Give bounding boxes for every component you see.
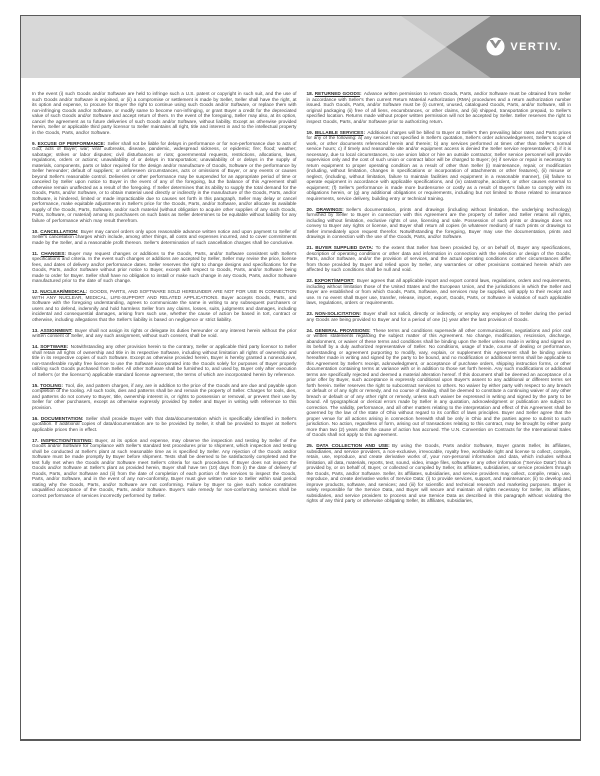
section-heading: RETURNED GOODS [314,91,360,96]
terms-column-left [32,91,297,509]
section-paragraph: 23. NON-SOLICITATION: Buyer shall not solicit, directly or indirectly, or employ any employee of Seller during the period any Goods are being provided to Buyer and for a period of one (1) year after the last provision of Goods. [306,311,571,322]
section-heading: GENERAL PROVISIONS [315,327,369,333]
header-banner [21,16,580,78]
section-heading: BILLABLE SERVICES [314,129,364,135]
section-heading: CHANGES [40,250,65,256]
terms-column-right [307,91,572,509]
section-paragraph: 22. EXPORT/IMPORT: Buyer agrees that all applicable import and export control laws, regulations, orders and requirements, including without limitation those of the United States and the European Union, and the jurisdictions in which the Seller and Buyer are established or from which Goods, Parts, Software, and services may be supplied, will apply to their receipt and use. In no event shall Buyer use, transfer, release, import, export, Goods, Parts, or Software in violation of such applicable laws, regulations, orders or requirements. [306,278,571,305]
brand-text: VERTIV. [510,40,562,53]
section-paragraph: 13. ASSIGNMENT: Buyer shall not assign its rights or delegate its duties hereunder or any interest herein without the prior written consent of Seller, and any such assignment, without such consent, shall be void. [32,327,297,338]
section-paragraph: 14. SOFTWARE: Notwithstanding any other provision herein to the contrary, Seller or applicable third party licensor to Seller shall retain all rights of ownership and title in its respective Software, including without limitation all rights of ownership and title in its respective copies of such Software. Except as otherwise provided herein, Buyer is hereby granted a nonexclusive, non-transferable royalty free license to use the Software incorporated into the Goods solely for purposes of Buyer properly utilizing such Goods purchased from Seller. All other Software shall be furnished to, and used by, Buyer only after execution of Seller's (or the licensor's) applicable standard license agreement, the terms of which are incorporated herein by reference. [32,344,297,377]
terms-content [21,78,580,509]
section-heading: CANCELLATION [40,228,77,234]
paragraph: In the event (i) such Goods and/or Software are held to infringe such a U.S. patent or copyright in such suit, and the use of such Goods and/or Software is enjoined, or (ii) a compromise or settlement is made by Seller, Seller shall have the right, at its option and expense, to procure for Buyer the right to continue using such Goods and/or Software, or replace them with non-infringing Goods and/or Software, or modify same to become non-infringing, or grant Buyer a credit for the depreciated value of such Goods and/or Software and accept return of them. In the event of the foregoing, Seller may also, at its option, cancel the agreement as to future deliveries of such Goods and/or Software, without liability. Except as otherwise provided herein, Seller or applicable third party licensor to Seller maintains all right, title and interest in and to the intellectual property in the Goods, Parts, and/or Software. [32,91,297,135]
vertiv-mark-icon [486,37,505,56]
section-heading: TOOLING [40,382,62,388]
vertiv-logo [486,37,562,56]
section-paragraph: 16. DOCUMENTATION: Seller shall provide Buyer with that data/documentation which is specifically identified in Seller's quotation. If additional copies of data/documentation are to be provided by Seller, it shall be provided to Buyer at Seller's applicable prices then in effect. [32,415,297,432]
document-page [20,15,581,741]
section-paragraph: 9. EXCUSE OF PERFORMANCE: Seller shall not be liable for delays in performance or for non-performance due to acts of God; acts of Buyer; war; viral outbreaks, disease, pandemic, widespread sickness, or epidemic; fire; flood; weather; sabotage; strikes or labor disputes; civil disturbances or riots; governmental requests, restrictions, allocations, laws, regulations, orders or actions; unavailability of or delays in transportation; unavailability of or delays in the supply of materials, components, parts or labor required for the design and/or manufacture of Goods, Software or the performance by Seller hereunder; default of suppliers; or unforeseen circumstances, acts or omissions of Buyer, or any events or causes beyond Seller's reasonable control. Deliveries or other performance may be suspended for an appropriate period of time or canceled by Seller upon notice to Buyer in the event of any of the foregoing, but the balance of this Agreement shall otherwise remain unaffected as a result of the foregoing. If Seller determines that its ability to supply the total demand for the Goods, Parts, and/or Software, or to obtain material used directly or indirectly in the manufacture of the Goods, Parts, and/or Software, is hindered, limited or made impracticable due to causes set forth in this paragraph, Seller may delay or cancel performance, make equitable adjustments in Seller's price for the Goods, Parts, and/or Software, and/or allocate its available supply of the Goods, Parts, Software, and/or such material (without obligation to acquire other supplies of any such Goods, Parts, Software, or material) among its purchasers on such basis as Seller determines to be equitable without liability for any failure of performance which may result therefrom. [32,140,297,223]
section-paragraph: 17. INSPECTION/TESTING: Buyer, at its option and expense, may observe the inspection and testing by Seller of the Goods and/or Software for compliance with Seller's standard test procedures prior to shipment, which inspection and testing shall be conducted at Seller's plant at such reasonable time as is specified by Seller. Any rejection of the Goods and/or Software must be made promptly by Buyer before shipment. Tests shall be deemed to be satisfactorily completed and the test fully met when the Goods and/or Software meet Seller's criteria for such procedures. If Buyer does not inspect the Goods and/or Software at Seller's plant as provided herein, Buyer shall have ten (10) days from (i) the date of delivery of Goods, Parts, and/or Software and (ii) from the date of completion of each portion of the services to inspect the Goods, Parts, and/or Software, and in the event of any non-conformity, Buyer must give written notice to Seller within said period stating why the Goods, Parts, and/or Software are not conforming. Failure by Buyer to give such notice constitutes unqualified acceptance of the Goods, Parts, and/or Software. Buyer's sole remedy for non-conforming services shall be correct performance of services incorrectly performed by Seller. [32,437,297,498]
section-paragraph: 18. RETURNED GOODS: Advance written permission to return Goods, Parts, and/or Software must be obtained from Seller in accordance with Seller's then current Return Material Authorization (RMA) procedures and a return authorization number issued. Such Goods, Parts, and/or Software must be (i) current, unused, catalogued Goods, Parts, and/or Software, still in original packaging (ii) free of all liens, encumbrances, or other claims, and (iii) shipped, transportation prepaid, to Seller's specified location. Returns made without proper written permission will not be accepted by Seller. Seller reserves the right to inspect Goods, Parts, and/or Software prior to authorizing return. [306,91,571,124]
section-heading: BUYER SUPPLIED DATA [315,245,372,250]
section-heading: EXCUSE OF PERFORMANCE [37,140,104,146]
section-paragraph: 20. DRAWINGS: Seller's documentation, prints and drawings (including without limitation, the underlying technology) furnished by Seller to Buyer in connection with this Agreement are the property of Seller and Seller retains all rights, including without limitation, exclusive rights of use, licensing and sale. Possession of such prints or drawings does not convey to Buyer any rights or license, and Buyer shall return all copies (in whatever medium) of such prints or drawings to Seller immediately upon request therefor. Notwithstanding the foregoing, Buyer may use the documentation, prints and drawings in connection with the use of the Goods, Parts, and/or Software. [306,206,571,239]
section-heading: ASSIGNMENT [40,327,71,333]
section-heading: DOCUMENTATION [40,415,82,421]
section-heading: NON-SOLICITATION [315,311,360,316]
section-heading: INSPECTION/TESTING [41,437,92,443]
section-paragraph: 12. NUCLEAR/MEDICAL: GOODS, PARTS, AND SOFTWARE SOLD HEREUNDER ARE NOT FOR USE IN CONNECTION WITH ANY NUCLEAR, MEDICAL, LIFE-SUPPORT AND RELATED APPLICATIONS. Buyer accepts Goods, Parts, and Software with the foregoing understanding, agrees to communicate the same in writing to any subsequent purchasers or users and to defend, indemnify and hold harmless Seller from any claims, losses, suits, judgments and damages, including incidental and consequential damages, arising from such use, whether the cause of action be based in tort, contract or otherwise, including allegations that the Seller's liability is based on negligence or strict liability. [32,289,297,322]
section-paragraph: 15. TOOLING: Tool, die, and pattern charges, if any, are in addition to the price of the Goods and are due and payable upon completion of the tooling. All such tools, dies and patterns shall be and remain the property of Seller. Charges for tools, dies, and patterns do not convey to Buyer, title, ownership interest in, or rights to possession or removal, or prevent their use by Seller for other purchasers, except as otherwise expressly provided by Seller and Buyer in writing with reference to this provision. [32,382,297,410]
section-paragraph: 10. CANCELLATION: Buyer may cancel orders only upon reasonable advance written notice and upon payment to Seller of Seller's cancellation charges which include, among other things, all costs and expenses incurred, and to cover commitments made by the Seller, and a reasonable profit thereon. Seller's determination of such cancellation charges shall be conclusive. [32,228,297,245]
section-heading: SOFTWARE [40,344,67,349]
section-paragraph: 25. DATA COLLECTION AND USE: By using the Goods, Parts and/or Software, Buyer grants Seller, its affiliates, subsidiaries, and service providers, a non-exclusive, irrevocable, royalty free, worldwide right and license to collect, compile, retain, use, reproduce, and create derivative works of, your non-personal information and data, which includes without limitation, all data, materials, reports, text, sound, video, image files, software or any other information ("Service Data") that is provided by, or on behalf of, Buyer, or collected or compiled by Seller, its affiliates, subsidiaries, or service providers through the Goods, Parts, and/or Software. Seller, its affiliates, subsidiaries, and service providers may collect, compile, retain, use, reproduce, and create derivative works of Service Data: (i) to provide services, support, and maintenance; (ii) to develop and improve products, software, and services; and (iii) for scientific and technical research and marketing purposes. Buyer is solely responsible for the Service Data, and Buyer will secure and maintain all rights necessary for Seller, its affiliates, subsidiaries, and service providers to process and use Service Data as described in this paragraph without violating the rights of any third party or otherwise obligating Seller, its affiliates, subsidiaries, [306,443,571,503]
section-paragraph: 24. GENERAL PROVISIONS: These terms and conditions supersede all other communications, negotiations and prior oral or written statements regarding the subject matter of this Agreement. No change, modification, rescission, discharge, abandonment, or waiver of these terms and conditions shall be binding upon the Seller unless made in writing and signed on its behalf by a duly authorized representative of Seller. No conditions, usage of trade, course of dealing or performance, understanding or agreement purporting to modify, vary, explain, or supplement this Agreement shall be binding unless hereafter made in writing and signed by the party to be bound, and no modification or additional terms shall be applicable to this Agreement by Seller's receipt, acknowledgment, or acceptance of purchase orders, shipping instruction forms, or other documentation containing terms at variance with or in addition to those set forth herein. Any such modifications or additional terms are specifically rejected and deemed a material alteration hereof. If this document shall be deemed an acceptance of a prior offer by Buyer, such acceptance is expressly conditional upon Buyer's assent to any additional or different terms set forth herein. Seller reserves the right to subcontract services to others. No waiver by either party with respect to any breach or default or of any right or remedy, and no course of dealing, shall be deemed to constitute a continuing waiver of any other breach or default or of any other right or remedy, unless such waiver be expressed in writing and signed by the party to be bound. All typographical or clerical errors made by Seller in any quotation, acknowledgment or publication are subject to correction. The validity, performance, and all other matters relating to the interpretation and effect of this Agreement shall be governed by the law of the state of Ohio without regard to its conflict of laws principles. Buyer and Seller agree that the proper venue for all actions arising in connection herewith shall be only in Ohio and the parties agree to submit to such jurisdiction. No action, regardless of form, arising out of transactions relating to this contract, may be brought by either party more than two (2) years after the cause of action has accrued. The U.N. Convention on Contracts for the International Sales of Goods shall not apply to this agreement. [306,327,572,437]
section-heading: EXPORT/IMPORT [314,278,353,283]
section-heading: NUCLEAR/MEDICAL [40,289,86,294]
section-paragraph: 21. BUYER SUPPLIED DATA: To the extent that Seller has been provided by, or on behalf of, Buyer any specifications, description of operating conditions or other data and information in connection with the selection or design of the Goods, Parts, and/or Software, and/or the provision of services, and the actual operating conditions or other circumstances differ from those provided by Buyer and relied upon by Seller, any warranties or other provisions contained herein which are affected by such conditions shall be null and void. [306,245,571,272]
section-heading: DATA COLLECTION AND USE [316,443,389,448]
section-heading: DRAWINGS [316,206,343,212]
section-paragraph: 19. BILLABLE SERVICES: Additional charges will be billed to Buyer at Seller's then prevailing labor rates and Parts prices for any of the following: a) any services not specified in Seller's quotation, Seller's order acknowledgement, Seller's scope of work, or other documents referenced herein and therein; b) any services performed at times other than Seller's normal service hours; c) if timely and reasonable site and/or equipment access is denied the Seller service representative; d) if it is necessary, due to local circumstances, to use union labor or hire an outside contractor, Seller service personnel will provide supervision only and the cost of such union or contract labor will be charged to Buyer; (e) if service or repair is necessary to return equipment to proper operating condition as a result of other than Seller (i) maintenance, repair, or modification (including, without limitation, changes in specifications or incorporation of attachments or other features), (ii) misuse or neglect, (including, without limitation, failure to maintain facilities and equipment in a reasonable manner), (iii) failure to operate equipment in accordance with applicable specifications, and (iv) catastrophe, accident, or other causes external to equipment; (f) Seller's performance is made more burdensome or costly as a result of Buyer's failure to comply with its obligations herein, or (g) any additional obligations or requirements, including but not limited to those related to insurance requirements, service delivery, building entry or technical training. [306,129,571,201]
section-paragraph: 11. CHANGES: Buyer may request changes or additions to the Goods, Parts, and/or Software consistent with Seller's specifications and criteria. In the event such changes or additions are accepted by Seller, Seller may revise the price, license fees, and dates of delivery and/or performance dates. Seller reserves the right to change designs and specifications for the Goods, Parts, and/or Software without prior notice to Buyer, except with respect to Goods, Parts, and/or Software being made to order for Buyer. Seller shall have no obligation to install or make such change in any Goods, Parts, and/or Software manufactured prior to the date of such change. [32,250,297,283]
